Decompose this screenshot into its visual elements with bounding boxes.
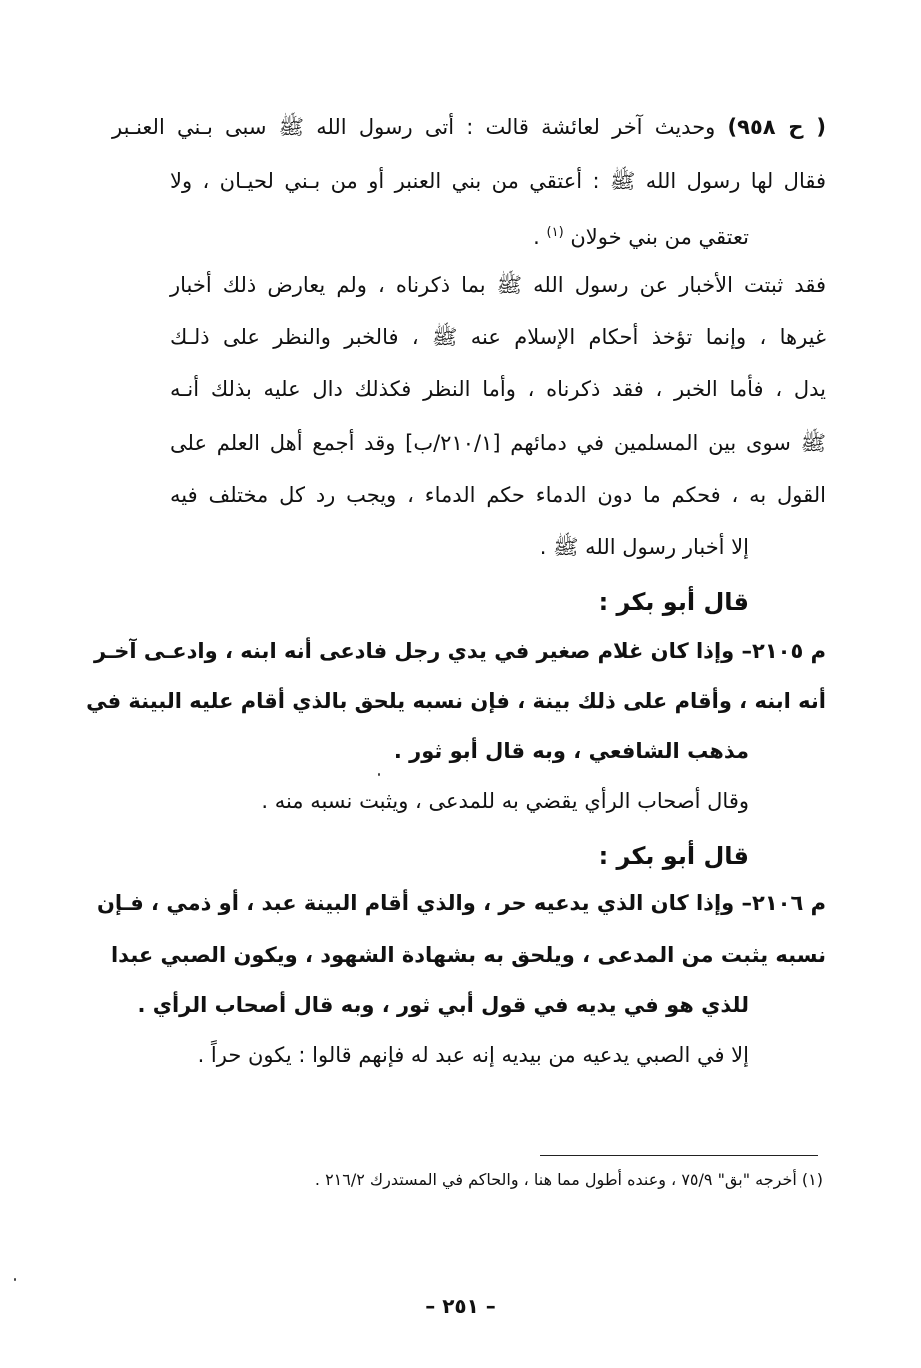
- section-heading: قال أبو بكر :: [598, 588, 749, 616]
- hadith-958-line-2: فقال لها رسول الله ﷺ : أعتقي من بني العنبر أو من بـني لحيـان ، ولا: [170, 169, 826, 193]
- scan-speck: [14, 1278, 16, 1281]
- masalah-2106-line-3: للذي هو في يديه في قول أبي ثور ، وبه قال أصحاب الرأي .: [137, 993, 749, 1017]
- footnote-text: أخرجه "بق" ٧٥/٩ ، وعنده أطول مما هنا ، والحاكم في المستدرك ٢١٦/٢ .: [314, 1170, 797, 1189]
- footnote-reference: (١): [546, 225, 564, 240]
- section-heading: قال أبو بكر :: [598, 842, 749, 870]
- hadith-text-end: .: [533, 225, 540, 249]
- masalah-2105-line-4: وقال أصحاب الرأي يقضي به للمدعى ، ويثبت نسبه منه .: [261, 789, 749, 813]
- scan-speck: [378, 773, 380, 776]
- commentary-line-1: فقد ثبتت الأخبار عن رسول الله ﷺ بما ذكرناه ، ولم يعارض ذلك أخبار: [170, 273, 826, 297]
- masalah-number: م ٢١٠٥–: [741, 639, 826, 663]
- masalah-2106-line-2: نسبه يثبت من المدعى ، ويلحق به بشهادة الشهود ، ويكون الصبي عبدا: [110, 943, 826, 967]
- masalah-2106-line-1: [97, 888, 826, 918]
- masalah-2105-line-1: [93, 636, 826, 666]
- commentary-line-3: يدل ، فأما الخبر ، فقد ذكرناه ، وأما النظر فكذلك دال عليه بذلك أنـه: [170, 377, 826, 401]
- masalah-text: وإذا كان الذي يدعيه حر ، والذي أقام البينة عبد ، أو ذمي ، فـإن: [97, 891, 735, 915]
- hadith-number: ( ح ٩٥٨): [727, 115, 826, 139]
- footnote: [315, 1168, 823, 1192]
- masalah-2105-line-3: مذهب الشافعي ، وبه قال أبو ثور .: [393, 739, 749, 763]
- hadith-958-line-3: [533, 218, 749, 252]
- commentary-line-6: إلا أخبار رسول الله ﷺ .: [539, 535, 749, 559]
- hadith-958-line-1: [112, 112, 826, 142]
- masalah-2106-line-4: إلا في الصبي يدعيه من بيديه إنه عبد له فإنهم قالوا : يكون حراً .: [197, 1043, 749, 1067]
- commentary-line-4: ﷺ سوى بين المسلمين في دمائهم [٢١٠/١/ب] وقد أجمع أهل العلم على: [170, 431, 826, 455]
- footnote-separator: [540, 1155, 818, 1156]
- masalah-2105-line-2: أنه ابنه ، وأقام على ذلك بينة ، فإن نسبه يلحق بالذي أقام عليه البينة في: [86, 689, 826, 713]
- footnote-number: (١): [801, 1170, 823, 1189]
- masalah-number: م ٢١٠٦–: [741, 891, 826, 915]
- hadith-text: وحديث آخر لعائشة قالت : أتى رسول الله ﷺ سبى بـني العنـبر: [112, 115, 716, 139]
- masalah-text: وإذا كان غلام صغير في يدي رجل فادعى أنه ابنه ، وادعـى آخـر: [93, 639, 735, 663]
- hadith-text: تعتقي من بني خولان: [570, 225, 749, 249]
- page-number: – ٢٥١ –: [425, 1294, 496, 1318]
- commentary-line-5: القول به ، فحكم ما دون الدماء حكم الدماء ، ويجب رد كل مختلف فيه: [170, 483, 826, 507]
- commentary-line-2: غيرها ، وإنما تؤخذ أحكام الإسلام عنه ﷺ ، فالخبر والنظر على ذلـك: [170, 325, 826, 349]
